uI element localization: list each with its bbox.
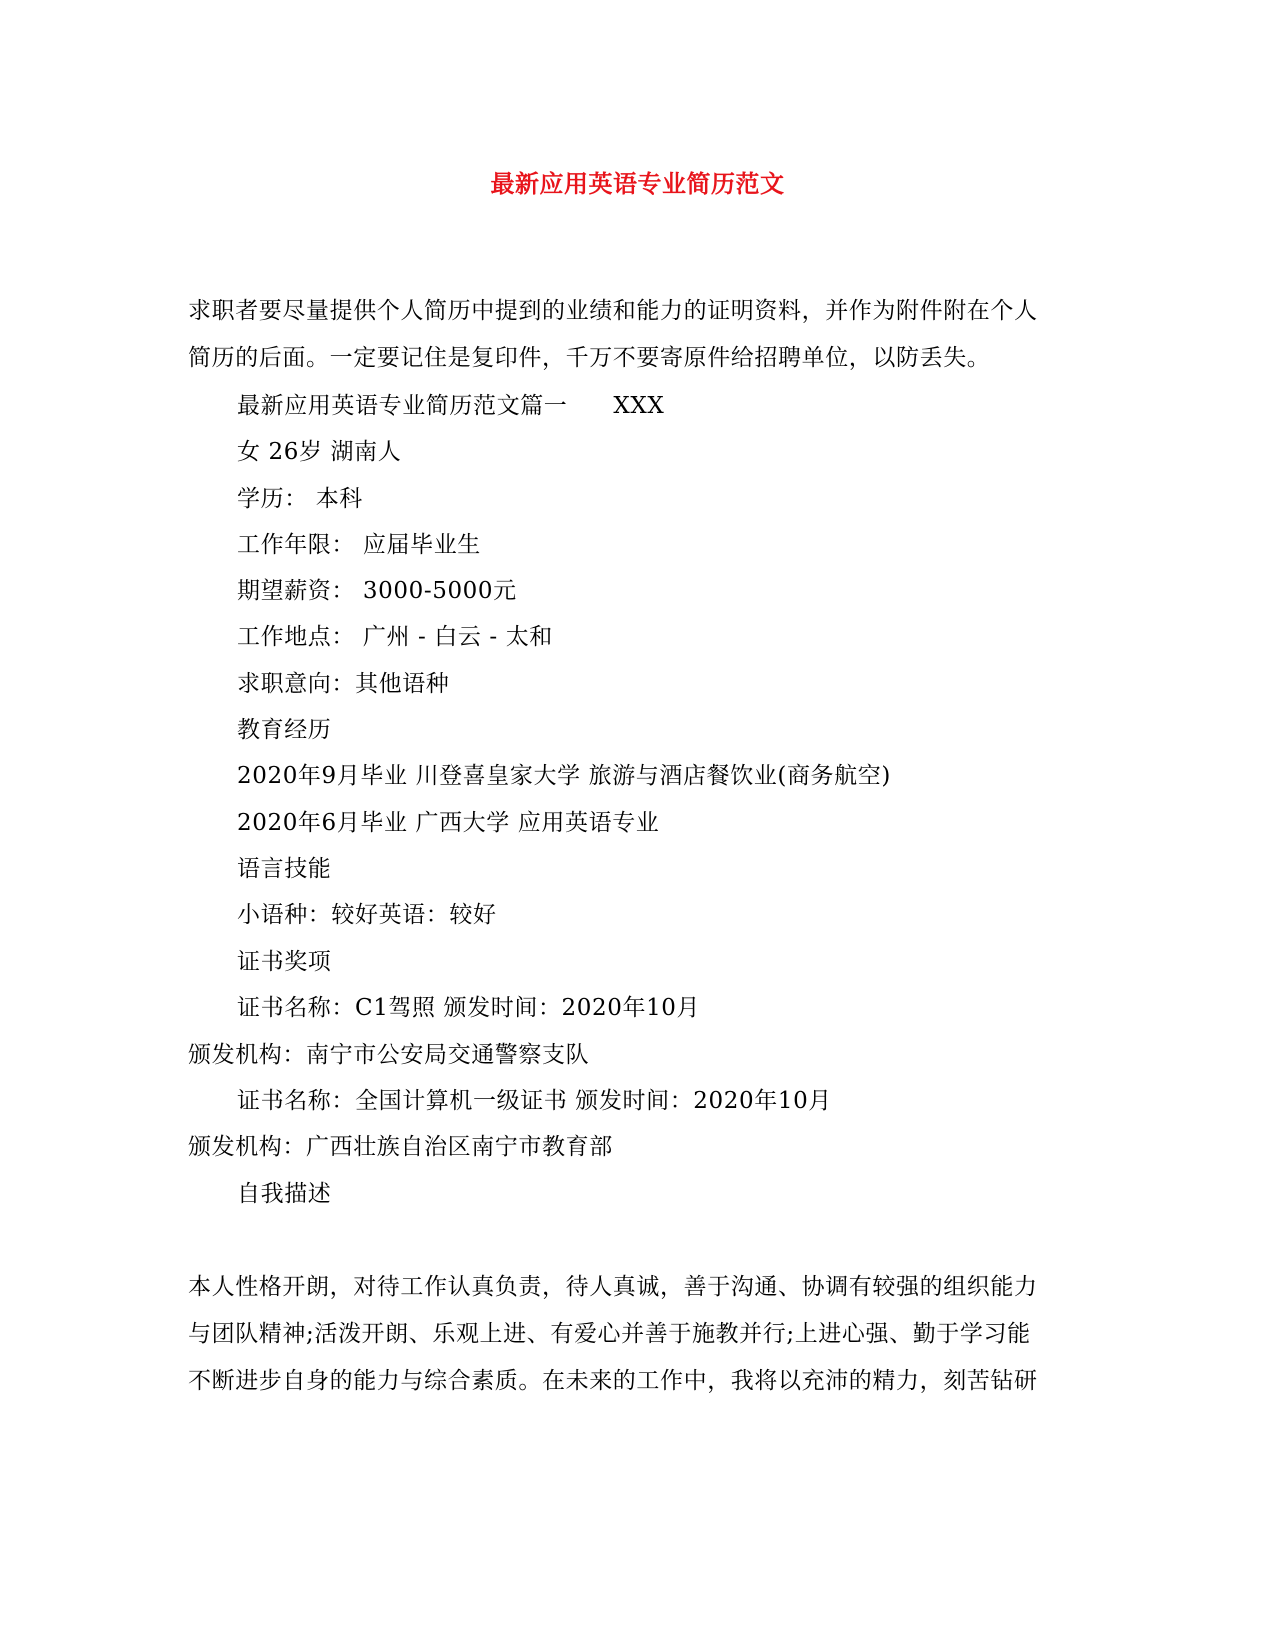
document-title: 最新应用英语专业简历范文 xyxy=(490,169,785,198)
expected-salary: 期望薪资： 3000-5000元 xyxy=(237,578,517,604)
language-skills: 小语种：较好英语：较好 xyxy=(237,902,497,928)
self-description-heading: 自我描述 xyxy=(237,1181,332,1207)
self-description-line-2: 与团队精神;活泼开朗、乐观上进、有爱心并善于施教并行;上进心强、勤于学习能 xyxy=(188,1321,1031,1347)
certificates-heading: 证书奖项 xyxy=(237,949,332,975)
resume-heading-row xyxy=(237,391,664,421)
self-description-line-3: 不断进步自身的能力与综合素质。在未来的工作中，我将以充沛的精力，刻苦钻研 xyxy=(188,1368,1038,1394)
basic-info: 女 26岁 湖南人 xyxy=(237,439,402,465)
education-entry-2: 2020年6月毕业 广西大学 应用英语专业 xyxy=(237,810,660,836)
certificate-2-issuer: 颁发机构：广西壮族自治区南宁市教育部 xyxy=(188,1134,613,1160)
intro-line-1: 求职者要尽量提供个人简历中提到的业绩和能力的证明资料，并作为附件附在个人 xyxy=(188,298,1038,324)
certificate-1-issuer: 颁发机构：南宁市公安局交通警察支队 xyxy=(188,1042,590,1068)
education-entry-1: 2020年9月毕业 川登喜皇家大学 旅游与酒店餐饮业(商务航空) xyxy=(237,763,891,789)
job-intention: 求职意向：其他语种 xyxy=(237,671,450,697)
resume-name: XXX xyxy=(613,393,665,419)
education-level: 学历： 本科 xyxy=(237,486,363,512)
certificate-2: 证书名称：全国计算机一级证书 颁发时间：2020年10月 xyxy=(237,1088,832,1114)
intro-line-2: 简历的后面。一定要记住是复印件，千万不要寄原件给招聘单位，以防丢失。 xyxy=(188,345,991,371)
resume-heading: 最新应用英语专业简历范文篇一 xyxy=(237,393,568,419)
work-location: 工作地点： 广州 - 白云 - 太和 xyxy=(237,624,553,650)
work-years: 工作年限： 应届毕业生 xyxy=(237,532,481,558)
self-description-line-1: 本人性格开朗，对待工作认真负责，待人真诚，善于沟通、协调有较强的组织能力 xyxy=(188,1274,1038,1300)
language-heading: 语言技能 xyxy=(237,856,332,882)
education-heading: 教育经历 xyxy=(237,717,332,743)
certificate-1: 证书名称：C1驾照 颁发时间：2020年10月 xyxy=(237,995,701,1021)
